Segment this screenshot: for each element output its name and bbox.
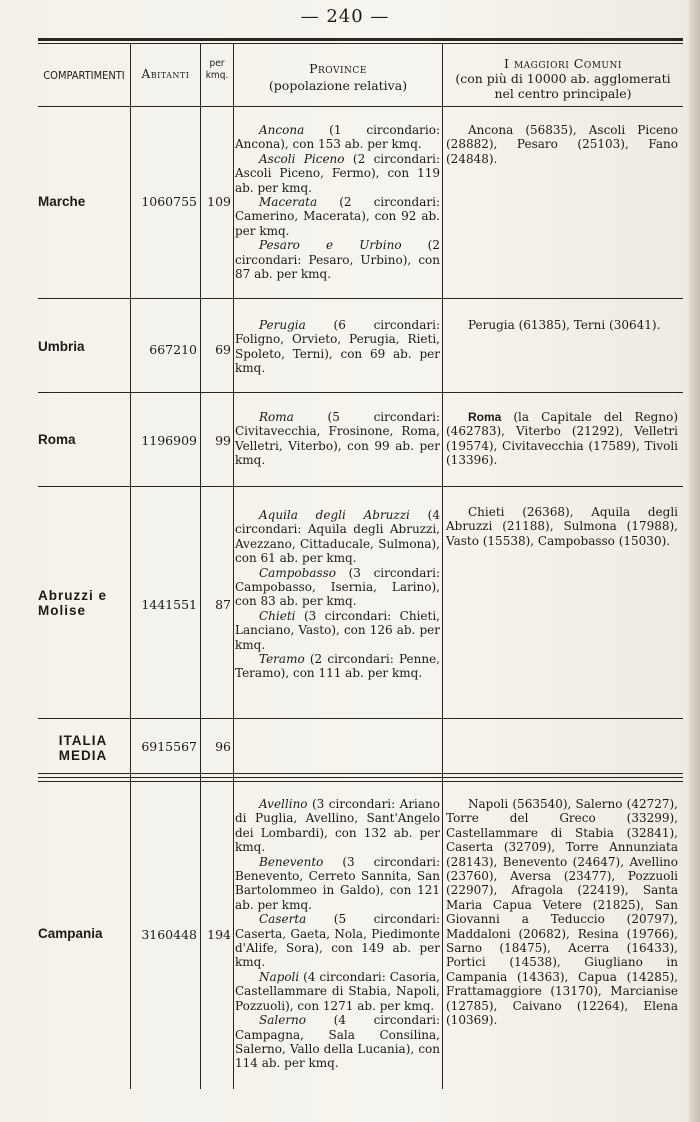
- region-name: Roma: [38, 432, 76, 447]
- header-comuni-sub2: nel centro principale): [494, 86, 632, 101]
- per-kmq-value: 194: [207, 927, 231, 942]
- header-comuni-sub1: (con più di 10000 ab. agglomerati: [455, 71, 671, 86]
- per-kmq-value: 109: [207, 194, 231, 209]
- column-divider: [233, 44, 234, 1089]
- abitanti-value: 1060755: [141, 194, 197, 209]
- per-kmq-value: 99: [215, 433, 231, 448]
- section-rule: [38, 773, 683, 774]
- header-abitanti: Abitanti: [141, 67, 190, 81]
- section-rule-3: [38, 781, 683, 782]
- comuni-cell: Chieti (26368), Aquila degli Abruzzi (21188), Sulmona (17988), Vasto (15538), Campobasso (15030).: [446, 505, 678, 548]
- page-edge-shadow: [686, 0, 700, 1122]
- top-rule-thin: [38, 43, 683, 44]
- header-comuni-title: I maggiori Comuni: [504, 56, 622, 71]
- province-cell: Ancona (1 circondario: Ancona), con 153 ab. per kmq. Ascoli Piceno (2 circondari: Ascoli Piceno, Fermo), con 119 ab. per kmq. Macerata (2 circondari: Camerino, Macerata), con 92 ab. per kmq. Pesaro e Urbino (2 circondari: Pesaro, Urbino), con 87 ab. per kmq.: [235, 123, 440, 282]
- region-name: Abruzzi e Molise: [38, 588, 108, 618]
- abitanti-value: 1196909: [141, 433, 197, 448]
- abitanti-total: 6915567: [141, 739, 197, 754]
- header-compartimenti: COMPARTIMENTI: [43, 69, 125, 82]
- region-name: Marche: [38, 194, 86, 209]
- comuni-cell: Roma (la Capitale del Regno) (462783), Viterbo (21292), Velletri (19574), Civitavecchia (17589), Tivoli (13396).: [446, 410, 678, 468]
- header-kmq: kmq.: [205, 70, 229, 81]
- summary-name: ITALIA MEDIA: [58, 733, 108, 763]
- header-province-subtitle: (popolazione relativa): [268, 78, 408, 93]
- province-cell: Roma (5 circondari: Civitavecchia, Frosinone, Roma, Velletri, Viterbo), con 99 ab. per kmq.: [235, 410, 440, 468]
- province-cell: Aquila degli Abruzzi (4 circondari: Aquila degli Abruzzi, Avezzano, Cittaducale, Sulmona), con 61 ab. per kmq. Campobasso (3 circondari: Campobasso, Isernia, Larino), con 83 ab. per kmq. Chieti (3 circondari: Chieti, Lanciano, Vasto), con 126 ab. per kmq. Teramo (2 circondari: Penne, Teramo), con 111 ab. per kmq.: [235, 508, 440, 681]
- header-province: [234, 60, 442, 94]
- abitanti-value: 667210: [149, 342, 197, 357]
- abitanti-value: 1441551: [141, 597, 197, 612]
- row-rule: [38, 392, 683, 393]
- page-number: — 240 —: [300, 6, 390, 27]
- header-comuni: [443, 56, 683, 101]
- comuni-cell: Perugia (61385), Terni (30641).: [468, 318, 661, 332]
- section-rule-2: [38, 777, 683, 778]
- row-rule: [38, 718, 683, 719]
- province-cell: Avellino (3 circondari: Ariano di Puglia, Avellino, Sant'Angelo dei Lombardi), con 132 ab. per kmq. Benevento (3 circondari: Benevento, Cerreto Sannita, San Bartolommeo in Galdo), con 121 ab. per kmq. Caserta (5 circondari: Caserta, Gaeta, Nola, Piedimonte d'Alife, Sora), con 149 ab. per kmq. Napoli (4 circondari: Casoria, Castellammare di Stabia, Napoli, Pozzuoli), con 1271 ab. per kmq. Salerno (4 circondari: Campagna, Sala Consilina, Salerno, Vallo della Lucania), con 114 ab. per kmq.: [235, 797, 440, 1071]
- comuni-cell: Ancona (56835), Ascoli Piceno (28882), Pesaro (25103), Fano (24848).: [446, 123, 678, 166]
- comuni-cell: Napoli (563540), Salerno (42727), Torre del Greco (33299), Castellammare di Stabia (32841), Caserta (32709), Torre Annunziata (28143), Benevento (24647), Avellino (23760), Aversa (23477), Pozzuoli (22907), Afragola (22419), Santa Maria Capua Vetere (21825), San Giovanni a Teduccio (20797), Maddaloni (20682), Resina (19766), Sarno (18475), Acerra (16433), Portici (14538), Giugliano in Campania (14363), Capua (14285), Frattamaggiore (13170), Marcianise (12785), Caivano (12264), Elena (10369).: [446, 797, 678, 1028]
- per-kmq-value: 69: [215, 342, 231, 357]
- column-divider: [442, 44, 443, 1089]
- row-rule: [38, 486, 683, 487]
- top-rule: [38, 38, 683, 41]
- per-kmq-value: 87: [215, 597, 231, 612]
- row-rule: [38, 298, 683, 299]
- header-per-kmq: [201, 58, 233, 82]
- region-name: Campania: [38, 926, 103, 941]
- header-province-title: Province: [309, 61, 367, 76]
- province-cell: Perugia (6 circondari: Foligno, Orvieto, Perugia, Rieti, Spoleto, Terni), con 69 ab. per kmq.: [235, 318, 440, 376]
- header-rule: [38, 106, 683, 107]
- header-per: per: [209, 58, 225, 69]
- per-kmq-total: 96: [215, 739, 231, 754]
- region-name: Umbria: [38, 339, 85, 354]
- abitanti-value: 3160448: [141, 927, 197, 942]
